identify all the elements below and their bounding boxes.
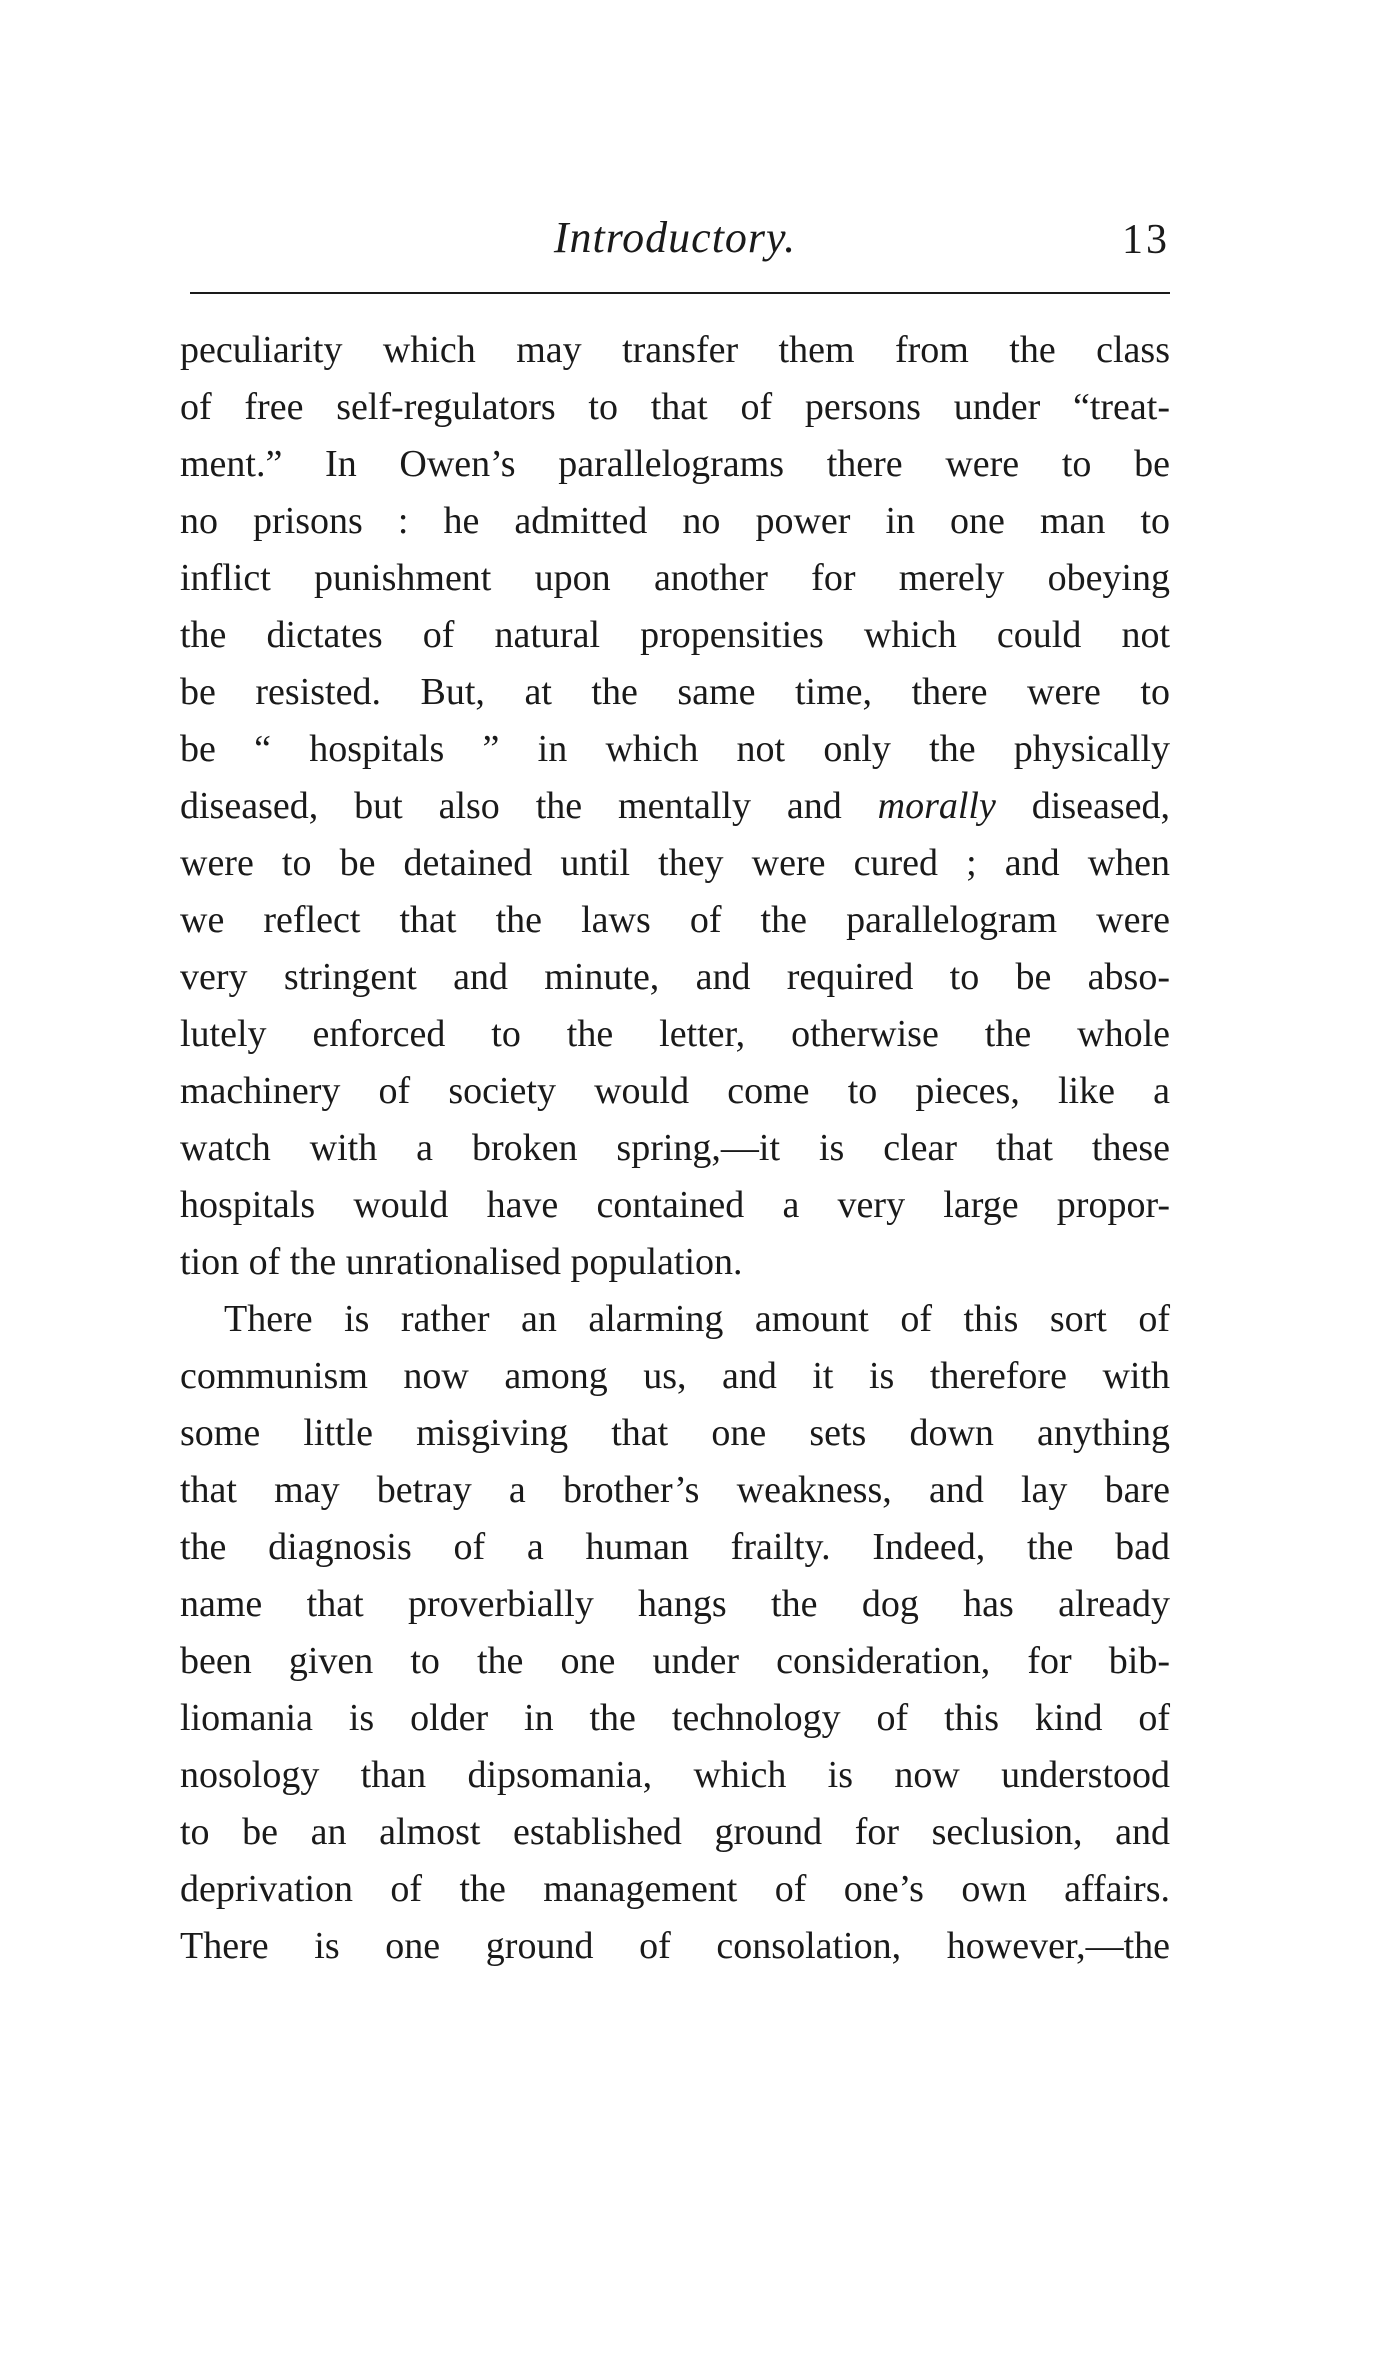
text-line: no prisons : he admitted no power in one man to	[180, 500, 1170, 542]
text-line: some little misgiving that one sets down anything	[180, 1412, 1170, 1454]
text-line-with-emphasis	[180, 778, 1170, 835]
text-line: name that proverbially hangs the dog has already	[180, 1583, 1170, 1625]
text-line: deprivation of the management of one’s own affairs.	[180, 1868, 1170, 1910]
text-line: hospitals would have contained a very large propor-	[180, 1184, 1170, 1226]
emphasized-word: morally	[877, 785, 996, 827]
text-line: the diagnosis of a human frailty. Indeed, the bad	[180, 1526, 1170, 1568]
text-line: that may betray a brother’s weakness, and lay bare	[180, 1469, 1170, 1511]
header-rule	[190, 292, 1170, 294]
running-title: Introductory.	[553, 213, 797, 262]
text-line: machinery of society would come to pieces, like a	[180, 1070, 1170, 1112]
body-text	[180, 322, 1170, 1975]
text-line: liomania is older in the technology of this kind of	[180, 1697, 1170, 1739]
text-segment: diseased, but also the mentally and	[180, 785, 878, 827]
text-segment: diseased,	[995, 785, 1170, 827]
text-line: we reflect that the laws of the parallelogram were	[180, 899, 1170, 941]
text-line: were to be detained until they were cured ; and when	[180, 842, 1170, 884]
text-line: been given to the one under consideration, for bib-	[180, 1640, 1170, 1682]
text-line: be resisted. But, at the same time, there were to	[180, 671, 1170, 713]
text-line: to be an almost established ground for seclusion, and	[180, 1811, 1170, 1853]
text-line: the dictates of natural propensities which could not	[180, 614, 1170, 656]
text-line: be “ hospitals ” in which not only the physically	[180, 728, 1170, 770]
text-line: ment.” In Owen’s parallelograms there were to be	[180, 443, 1170, 485]
text-line: lutely enforced to the letter, otherwise the whole	[180, 1013, 1170, 1055]
text-line: communism now among us, and it is therefore with	[180, 1355, 1170, 1397]
text-line: There is one ground of consolation, however,—the	[180, 1925, 1170, 1967]
text-line: inflict punishment upon another for merely obeying	[180, 557, 1170, 599]
text-line: of free self-regulators to that of persons under “treat-	[180, 386, 1170, 428]
text-line: peculiarity which may transfer them from the class	[180, 329, 1170, 371]
page-number: 13	[1122, 217, 1170, 263]
text-line: nosology than dipsomania, which is now understood	[180, 1754, 1170, 1796]
text-line: watch with a broken spring,—it is clear that these	[180, 1127, 1170, 1169]
text-line: tion of the unrationalised population.	[180, 1241, 743, 1283]
text-line: There is rather an alarming amount of this sort of	[224, 1298, 1170, 1340]
text-line: very stringent and minute, and required to be abso-	[180, 956, 1170, 998]
running-head	[180, 212, 1170, 272]
